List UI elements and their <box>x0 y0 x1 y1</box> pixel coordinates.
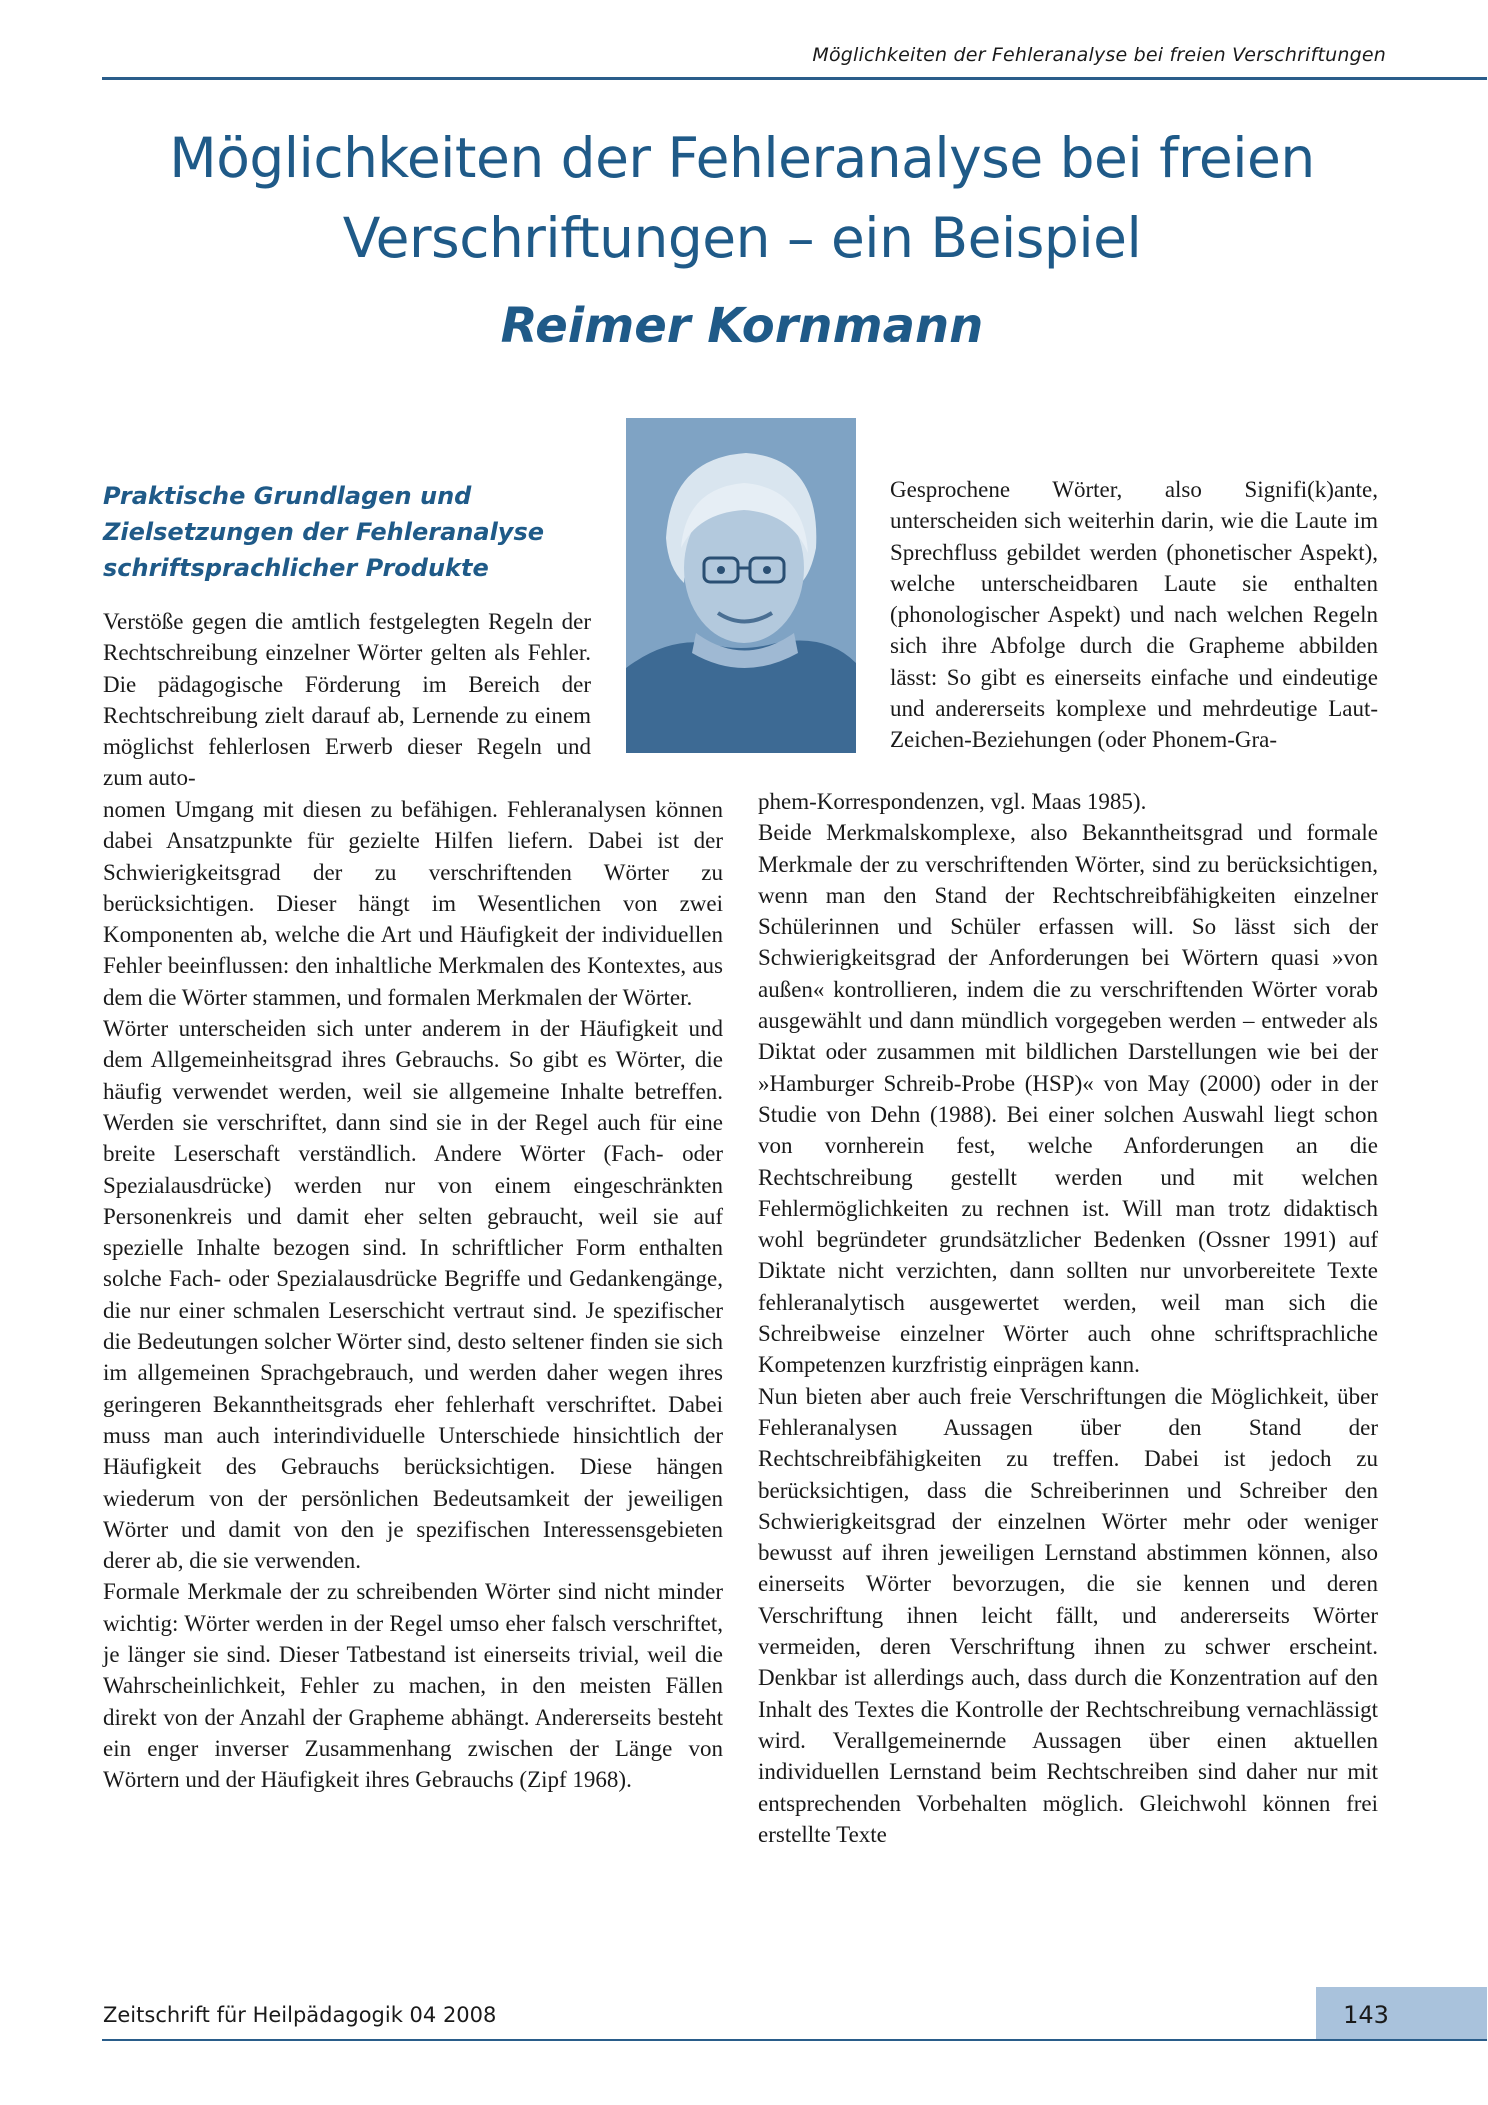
column-right-body <box>758 786 1378 1850</box>
paragraph: Wörter unterscheiden sich unter anderem in der Häufigkeit und dem Allgemeinheitsgrad ihres Gebrauchs. So gibt es Wörter, die häufig verwendet werden, weil sie allgemeine Inhalte betreffen. Werden sie verschriftet, dann sind sie in der Regel auch für eine breite Leserschaft verständlich. Andere Wörter (Fach- oder Spezialausdrücke) werden nur von einem eingeschränkten Personenkreis und damit eher selten gebraucht, weil sie auf spezielle Inhalte bezogen sind. In schriftlicher Form enthalten solche Fach- oder Spezialausdrücke Begriffe und Gedankengänge, die nur einer schmalen Leserschicht vertraut sind. Je spezifischer die Bedeutungen solcher Wörter sind, desto seltener finden sie sich im allgemeinen Sprachgebrauch, und werden daher wegen ihres geringeren Bekanntheitsgrads eher fehlerhaft verschriftet. Dabei muss man auch interindividuelle Unterschiede hinsichtlich der Häufigkeit des Gebrauchs berücksichtigen. Diese hängen wiederum von der persönlichen Bedeutsamkeit der jeweiligen Wörter und damit von den je spezifischen Interessensgebieten derer ab, die sie verwenden. <box>103 1016 723 1574</box>
journal-citation: Zeitschrift für Heilpädagogik 04 2008 <box>103 2003 497 2027</box>
column-right-intro <box>890 474 1378 756</box>
paragraph: Formale Merkmale der zu schreibenden Wörter sind nicht minder wichtig: Wörter werden in der Regel umso eher falsch verschriftet, je länger sie sind. Dieser Tatbestand ist einerseits trivial, weil die Wahrscheinlichkeit, Fehler zu machen, in den meisten Fällen direkt von der Anzahl der Grapheme abhängt. Andererseits besteht ein enger inverser Zusammenhang zwischen der Länge von Wörtern und der Häufigkeit ihres Gebrauchs (Zipf 1968). <box>103 1579 723 1793</box>
column-left-body <box>103 794 723 1796</box>
column-left-intro <box>103 606 591 794</box>
paragraph: Gesprochene Wörter, also Signifi(k)ante, unterscheiden sich weiterhin darin, wie die Laute im Sprechfluss gebildet werden (phonetischer Aspekt), welche unterscheidbaren Laute sie enthalten (phonologischer Aspekt) und nach welchen Regeln sich ihre Abfolge durch die Grapheme abbilden lässt: So gibt es einerseits einfache und eindeutige und andererseits komplexe und mehrdeutige Laut-Zeichen-Beziehungen (oder Phonem-Gra- <box>890 477 1378 753</box>
author-portrait-image <box>626 418 856 753</box>
paragraph: Nun bieten aber auch freie Verschriftungen die Möglichkeit, über Fehleranalysen Aussagen über den Stand der Rechtschreibfähigkeiten zu treffen. Dabei ist jedoch zu berücksichtigen, dass die Schreiberinnen und Schreiber den Schwierigkeitsgrad der einzelnen Wörter mehr oder weniger bewusst auf ihren jeweiligen Lernstand abstimmen können, also einerseits Wörter bevorzugen, die sie kennen und deren Verschriftung ihnen leicht fällt, und andererseits Wörter vermeiden, deren Verschriftung ihnen zu schwer erscheint. Denkbar ist allerdings auch, dass durch die Konzentration auf den Inhalt des Textes die Kontrolle der Rechtschreibung vernachlässigt wird. Verallgemeinernde Aussagen über einen aktuellen individuellen Lernstand beim Rechtschreiben sind daher nur mit entsprechenden Vorbehalten möglich. Gleichwohl können frei erstellte Texte <box>758 1383 1378 1847</box>
footer-rule <box>102 2039 1487 2041</box>
section-heading: Praktische Grundlagen und Zielsetzungen der Fehleranalyse schriftsprachlicher Produkte <box>103 482 544 582</box>
article-title: Möglichkeiten der Fehleranalyse bei freien Verschriftungen – ein Beispiel <box>169 126 1315 270</box>
paragraph: Verstöße gegen die amtlich festgelegten Regeln der Rechtschreibung einzelner Wörter gelten als Fehler. Die pädagogische Förderung im Bereich der Rechtschreibung zielt darauf ab, Lernende zu einem möglichst fehlerlosen Erwerb dieser Regeln und zum auto- <box>103 609 591 791</box>
paragraph: Beide Merkmalskomplexe, also Bekanntheitsgrad und formale Merkmale der zu verschriftenden Wörter, sind zu berücksichtigen, wenn man den Stand der Rechtschreibfähigkeiten einzelner Schülerinnen und Schüler erfassen will. So lässt sich der Schwierigkeitsgrad der Anforderungen bei Wörtern quasi »von außen« kontrollieren, indem die zu verschriftenden Wörter vorab ausgewählt und dann mündlich vorgegeben werden – entweder als Diktat oder zusammen mit bildlichen Darstellungen wie bei der »Hamburger Schreib-Probe (HSP)« von May (2000) oder in der Studie von Dehn (1988). Bei einer solchen Auswahl liegt schon von vornherein fest, welche Anforderungen an die Rechtschreibung gestellt werden und mit welchen Fehlermöglichkeiten zu rechnen ist. Will man trotz didaktisch wohl begründeter grundsätzlicher Bedenken (Ossner 1991) auf Diktate nicht verzichten, dann sollten nur unvorbereitete Texte fehleranalytisch ausgewertet werden, weil man sich die Schreibweise einzelner Wörter auch ohne schriftsprachliche Kompetenzen kurzfristig einprägen kann. <box>758 820 1378 1378</box>
paragraph: phem-Korrespondenzen, vgl. Maas 1985). <box>758 789 1147 814</box>
header-rule <box>102 77 1487 80</box>
page-number-box <box>1316 1987 1487 2039</box>
page-number: 143 <box>1343 2001 1389 2029</box>
running-header: Möglichkeiten der Fehleranalyse bei freien Verschriftungen <box>812 44 1386 66</box>
paragraph: nomen Umgang mit diesen zu befähigen. Fehleranalysen können dabei Ansatzpunkte für gezielte Hilfen liefern. Dabei ist der Schwierigkeitsgrad der zu verschriftenden Wörter zu berücksichtigen. Dieser hängt im Wesentlichen von zwei Komponenten ab, welche die Art und Häufigkeit der individuellen Fehler beeinflussen: den inhaltliche Merkmalen des Kontextes, aus dem die Wörter stammen, und formalen Merkmalen der Wörter. <box>103 797 723 1010</box>
author-photo <box>626 418 856 753</box>
article-author: Reimer Kornmann <box>500 298 984 354</box>
